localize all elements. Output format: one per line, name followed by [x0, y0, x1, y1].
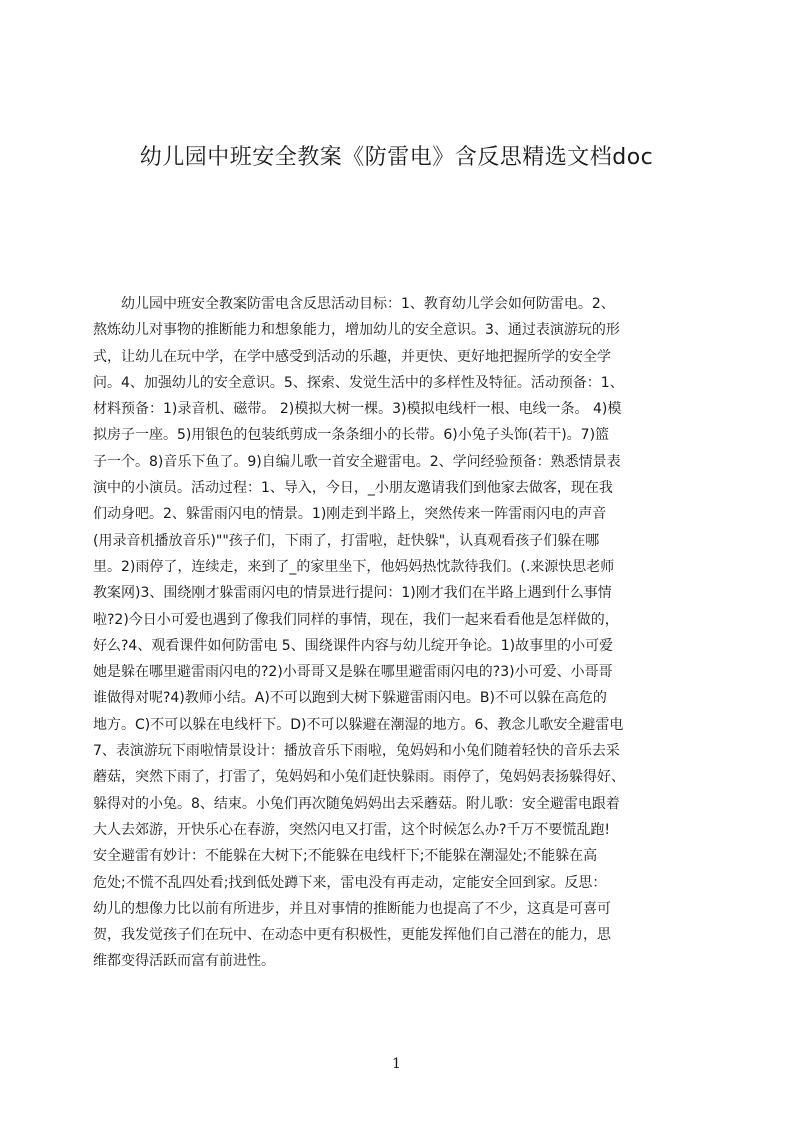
body-line: 蘑菇，突然下雨了，打雷了，兔妈妈和小兔们赶快躲雨。雨停了，兔妈妈表扬躲得好、 [93, 769, 625, 786]
body-line: 教案网)3、围绕刚才躲雷雨闪电的情景进行提问：1)刚才我们在半路上遇到什么事情 [93, 585, 612, 602]
body-line: 幼儿园中班安全教案防雷电含反思活动目标：1、教育幼儿学会如何防雷电。2、 [93, 296, 615, 312]
body-line: 里。2)雨停了，连续走，来到了_的家里坐下，他妈妈热忱款待我们。(.来源快思老师 [93, 558, 615, 575]
body-line: 们动身吧。2、躲雷雨闪电的情景。1)刚走到半路上，突然传来一阵雷雨闪电的声音 [93, 506, 607, 523]
document-body [93, 291, 698, 975]
body-line: 式，让幼儿在玩中学，在学中感受到活动的乐趣，并更快、更好地把握所学的安全学 [93, 348, 611, 365]
body-line: 大人去郊游，开快乐心在春游，突然闪电又打雷，这个时候怎么办?千万不要慌乱跑! [93, 821, 611, 838]
body-line: 演中的小演员。活动过程：1、导入，今日，_小朋友邀请我们到他家去做客，现在我 [93, 480, 613, 497]
body-line: 危处;不慌不乱四处看;找到低处蹲下来，雷电没有再走动，定能安全回到家。反思： [93, 874, 607, 891]
body-line: 啦?2)今日小可爱也遇到了像我们同样的事情，现在，我们一起来看看他是怎样做的， [93, 611, 619, 628]
body-line: 子一个。8)音乐下鱼了。9)自编儿歌一首安全避雷电。2、学问经验预备：熟悉情景表 [93, 453, 621, 470]
body-line: 安全避雷有妙计：不能躲在大树下;不能躲在电线杆下;不能躲在潮湿处;不能躲在高 [93, 848, 598, 865]
body-line: 好么?4、观看课件如何防雷电 5、围绕课件内容与幼儿绽开争论。1)故事里的小可爱 [93, 637, 614, 654]
body-line: 谁做得对呢?4)教师小结。A)不可以跑到大树下躲避雷雨闪电。B)不可以躲在高危的 [93, 690, 607, 707]
body-line: 材料预备：1)录音机、磁带。 2)模拟大树一棵。3)模拟电线杆一根、电线一条。 4)模 [93, 401, 622, 418]
page-number: 1 [392, 1056, 401, 1072]
body-line: 贺，我发觉孩子们在玩中、在动态中更有积极性，更能发挥他们自己潜在的能力，思 [93, 927, 611, 944]
body-line: 问。4、加强幼儿的安全意识。5、探索、发觉生活中的多样性及特征。活动预备：1、 [93, 374, 624, 391]
body-line: 她是躲在哪里避雷雨闪电的?2)小哥哥又是躲在哪里避雷雨闪电的?3)小可爱、小哥哥 [93, 664, 613, 681]
body-line: 幼儿的想像力比以前有所进步，并且对事情的推断能力也提高了不少，这真是可喜可 [93, 900, 611, 917]
body-line: (用录音机播放音乐)""孩子们，下雨了，打雷啦，赶快躲"，认真观看孩子们躲在哪 [93, 532, 600, 549]
body-line: 维都变得活跃而富有前进性。 [93, 953, 275, 970]
page-title: 幼儿园中班安全教案《防雷电》含反思精选文档doc [139, 145, 654, 170]
body-line: 熬炼幼儿对事物的推断能力和想象能力，增加幼儿的安全意识。3、通过表演游玩的形 [93, 322, 620, 339]
body-line: 拟房子一座。5)用银色的包装纸剪成一条条细小的长带。6)小兔子头饰(若干)。7)篮 [93, 427, 610, 444]
body-line: 7、表演游玩下雨啦情景设计：播放音乐下雨啦，兔妈妈和小兔们随着轻快的音乐去采 [93, 743, 620, 760]
body-line: 躲得对的小兔。8、结束。小兔们再次随兔妈妈出去采蘑菇。附儿歌：安全避雷电跟着 [93, 795, 620, 812]
body-line: 地方。C)不可以躲在电线杆下。D)不可以躲避在潮湿的地方。6、教念儿歌安全避雷电 [93, 716, 624, 733]
